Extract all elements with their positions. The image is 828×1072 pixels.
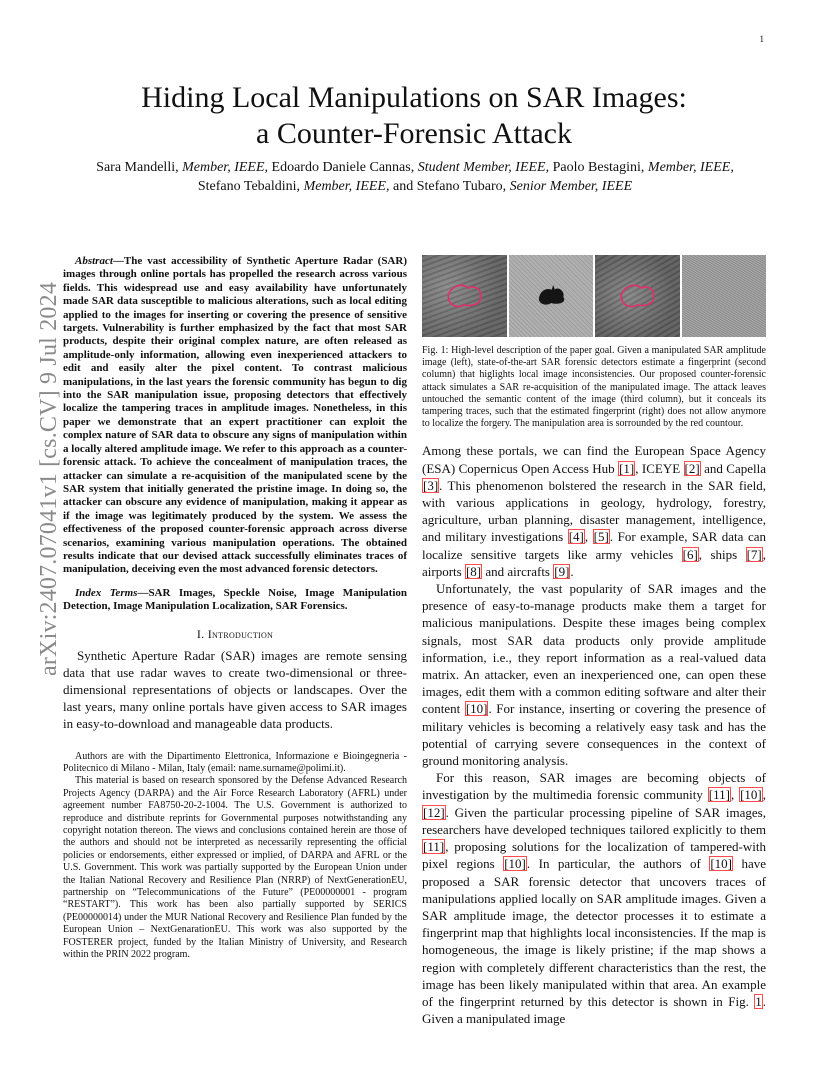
citation-link[interactable]: [10] [740, 787, 762, 803]
citation-link[interactable]: [10] [504, 856, 526, 872]
author-line-1 [60, 158, 770, 177]
text-run: , airports [422, 546, 767, 579]
text-run: , ships [698, 546, 746, 562]
title-line-2: a Counter-Forensic Attack [256, 117, 572, 150]
figure-1-caption: Fig. 1: High-level description of the paper goal. Given a manipulated SAR amplitude image (left), state-of-the-art SAR forensic detectors estimate a fingerprint (second column) that higlights local image inconsistencies. Our proposed counter-forensic attack simulates a SAR re-acquisition of the manipulated image. The attack leaves untouched the semantic content of the image (third column), but it conceals its tampering traces, such that the estimated fingerprint (right) does not allow anymore to localize the forgery. The manipulation area is sorrounded by the red countour. [422, 345, 766, 430]
citation-link[interactable]: [7] [746, 546, 762, 562]
figure-panel-fingerprint-before [509, 255, 594, 337]
figure-1-images [422, 255, 766, 337]
index-terms-text: —SAR Images, Speckle Noise, Image Manipulation Detection, Image Manipulation Localization, SAR Forensics. [63, 586, 407, 613]
figure-reference-link[interactable]: 1 [755, 993, 762, 1009]
text-run: . For instance, inserting or covering the presence of military vehicles is becoming a relatively easy task and has the potential of carrying severe consequences in the context of ground monitoring analysis. [422, 701, 766, 769]
text-run: have proposed a SAR forensic detector that uncovers traces of manipulations applied locally on SAR amplitude images. Given a SAR amplitude image, the detector processes it to estimate a fingerprint map that highlights local inconsistencies. If the map is homogeneous, the image is likely pristine; if the map shows a region with completely different characteristics than the rest, the image has been likely manipulated within that area. An example of the fingerprint returned by this detector is shown in Fig. [422, 856, 767, 1009]
author-name: and Stefano Tubaro, [389, 179, 510, 194]
body-paragraph-forensics [422, 769, 766, 1027]
text-run: , ICEYE [635, 460, 684, 476]
text-run: . Given the particular processing pipeline of SAR images, researchers have developed techniques tailored explicitly to them [422, 804, 766, 837]
text-run: , proposing solutions for the localization of tampered-with pixel regions [422, 839, 766, 872]
author-name: Sara Mandelli, [96, 160, 183, 175]
arxiv-identifier: arXiv:2407.07041v1 [cs.CV] 9 Jul 2024 [36, 281, 62, 676]
abstract-text: —The vast accessibility of Synthetic Aperture Radar (SAR) images through online portals has propelled the research across various fields. This widespread use and easy availability have unfortunately made SAR data susceptible to malicious alterations, such as local editing applied to the images for inserting or covering the presence of sensitive targets. Vulnerability is further emphasized by the fact that most SAR products, despite their original complex nature, are often released as amplitude-only information, allowing even inexperienced attackers to edit and easily alter the pixel content. To contrast malicious manipulations, in the last years the forensic community has begun to dig into the SAR manipulation issue, proposing detectors that effectively localize the tampering traces in amplitude images. Nonetheless, in this paper we demonstrate that an expert practitioner can exploit the complex nature of SAR data to obscure any signs of manipulation within a locally altered amplitude image. We refer to this approach as a counter-forensic attack. To achieve the concealment of manipulation traces, the attacker can simulate a re-acquisition of the manipulated scene by the SAR system that initially generated the pristine image. In doing so, the attacker can obscure any evidence of manipulation, making it appear as if the image was legitimately produced by the system. We assess the effectiveness of the proposed counter-forensic approach across diverse scenarios, examining various manipulation operations. The obtained results indicate that our devised attack successfully eliminates traces of manipulation, deceiving even the most advanced forensic detectors. [63, 255, 407, 576]
right-column-body [422, 442, 766, 1027]
citation-link[interactable]: [3] [423, 477, 439, 493]
citation-link[interactable]: [2] [684, 460, 700, 476]
citation-link[interactable]: [11] [423, 839, 445, 855]
page-number: 1 [759, 34, 764, 44]
author-role: Member, IEEE, [303, 179, 390, 194]
text-run: . Given a manipulated image [422, 993, 766, 1027]
citation-link[interactable]: [6] [682, 546, 698, 562]
citation-link[interactable]: [10] [465, 701, 488, 717]
text-run: , [730, 787, 740, 803]
text-run: and Capella [700, 460, 766, 476]
author-role: Member, IEEE, [647, 160, 734, 175]
figure-panel-fingerprint-after [682, 255, 767, 337]
introduction-body [63, 647, 407, 733]
text-run: , [762, 787, 767, 803]
footnote [63, 751, 407, 962]
text-run: . For example, SAR data can localize sensitive targets like army vehicles [422, 529, 766, 562]
right-column [422, 255, 766, 1027]
text-run: . In particular, the authors of [526, 856, 710, 872]
text-run: . This phenomenon bolstered the research in the SAR field, with various applications in geology, hydrology, forestry, agriculture, urban planning, disaster management, intelligence, and military investigations [422, 477, 766, 545]
body-paragraph-portals [422, 442, 766, 580]
manipulation-contour-icon [595, 255, 680, 337]
author-list [60, 158, 770, 196]
citation-link[interactable]: [12] [423, 804, 445, 820]
citation-link[interactable]: [4] [568, 529, 584, 545]
citation-link[interactable]: [8] [465, 563, 482, 579]
text-run: , [584, 529, 593, 545]
citation-link[interactable]: [10] [710, 856, 732, 872]
text-run: For this reason, SAR images are becoming objects of investigation by the multimedia forensic community [422, 770, 766, 803]
author-name: Paolo Bestagini, [549, 160, 648, 175]
paper-title [0, 80, 828, 152]
abstract-lead: Abstract [75, 255, 113, 267]
index-terms-lead: Index Terms [75, 586, 138, 599]
text-run: and aircrafts [482, 563, 554, 579]
footnote-affiliation: Authors are with the Dipartimento Elettronica, Informazione e Bioingegneria - Politecnico di Milano - Milan, Italy (email: name.surname@polimi.it). [63, 750, 407, 774]
citation-link[interactable]: [9] [554, 563, 570, 579]
citation-link[interactable]: [5] [593, 529, 609, 545]
figure-panel-attacked-image [595, 255, 680, 337]
author-role: Student Member, IEEE, [417, 160, 550, 175]
index-terms [63, 587, 407, 614]
title-line-1: Hiding Local Manipulations on SAR Images: [141, 81, 687, 114]
figure-panel-manipulated-image [422, 255, 507, 337]
author-role: Senior Member, IEEE [509, 179, 633, 194]
citation-link[interactable]: [11] [708, 787, 730, 803]
text-run: Unfortunately, the vast popularity of SAR images and the presence of easy-to-manage products make them a target for malicious manipulations. Despite these images being complex signals, most SAR data products only provide amplitude information, i.e., they report information as a real-valued data matrix. An attacker, even an inexperienced one, can open these images, edit them with a common editing software and alter their content [422, 581, 766, 717]
left-column [63, 255, 407, 961]
manipulation-contour-icon [422, 255, 507, 337]
author-line-2 [60, 177, 770, 196]
footnote-funding: This material is based on research sponsored by the Defense Advanced Research Projects Agency (DARPA) and the Air Force Research Laboratory (AFRL) under agreement number FA8750-20-2-1004. The U.S. Government is authorized to reproduce and distribute reprints for Governmental purposes notwithstanding any copyright notation thereon. The views and conclusions contained herein are those of the authors and should not be interpreted as necessarily representing the official policies or endorsements, either expressed or implied, of DARPA and AFRL or the U.S. Government. This work was partially supported by the European Union under the Italian National Recovery and Resilience Plan (NRRP) of NextGenerationEU, partnership on “Telecommunications of the Future” (PE00000001 - program “RESTART”). This work has been also partially supported by SERICS (PE00000014) under the MUR National Recovery and Resilience Plan funded by the European Union – NextGenarationEU. This work was also supported by the FOSTERER project, funded by the Italian Ministry of University, and Research within the PRIN 2022 program. [63, 775, 407, 961]
section-heading-introduction: I. Introduction [196, 626, 274, 641]
author-name: Edoardo Daniele Cannas, [268, 160, 418, 175]
fingerprint-blob-icon [509, 255, 594, 337]
citation-link[interactable]: [1] [619, 460, 635, 476]
abstract [63, 255, 407, 577]
author-name: Stefano Tebaldini, [197, 179, 304, 194]
body-paragraph-manipulations [422, 580, 766, 769]
text-run: Among these portals, we can find the European Space Agency (ESA) Copernicus Open Access Hub [422, 443, 766, 476]
text-run: . [570, 563, 574, 579]
author-role: Member, IEEE, [182, 160, 269, 175]
introduction-paragraph-1: Synthetic Aperture Radar (SAR) images are remote sensing data that use radar waves to create two-dimensional or three-dimensional representations of objects or landscapes. Over the last years, many online portals have given access to SAR images in easy-to-download and manageable data products. [63, 647, 407, 732]
